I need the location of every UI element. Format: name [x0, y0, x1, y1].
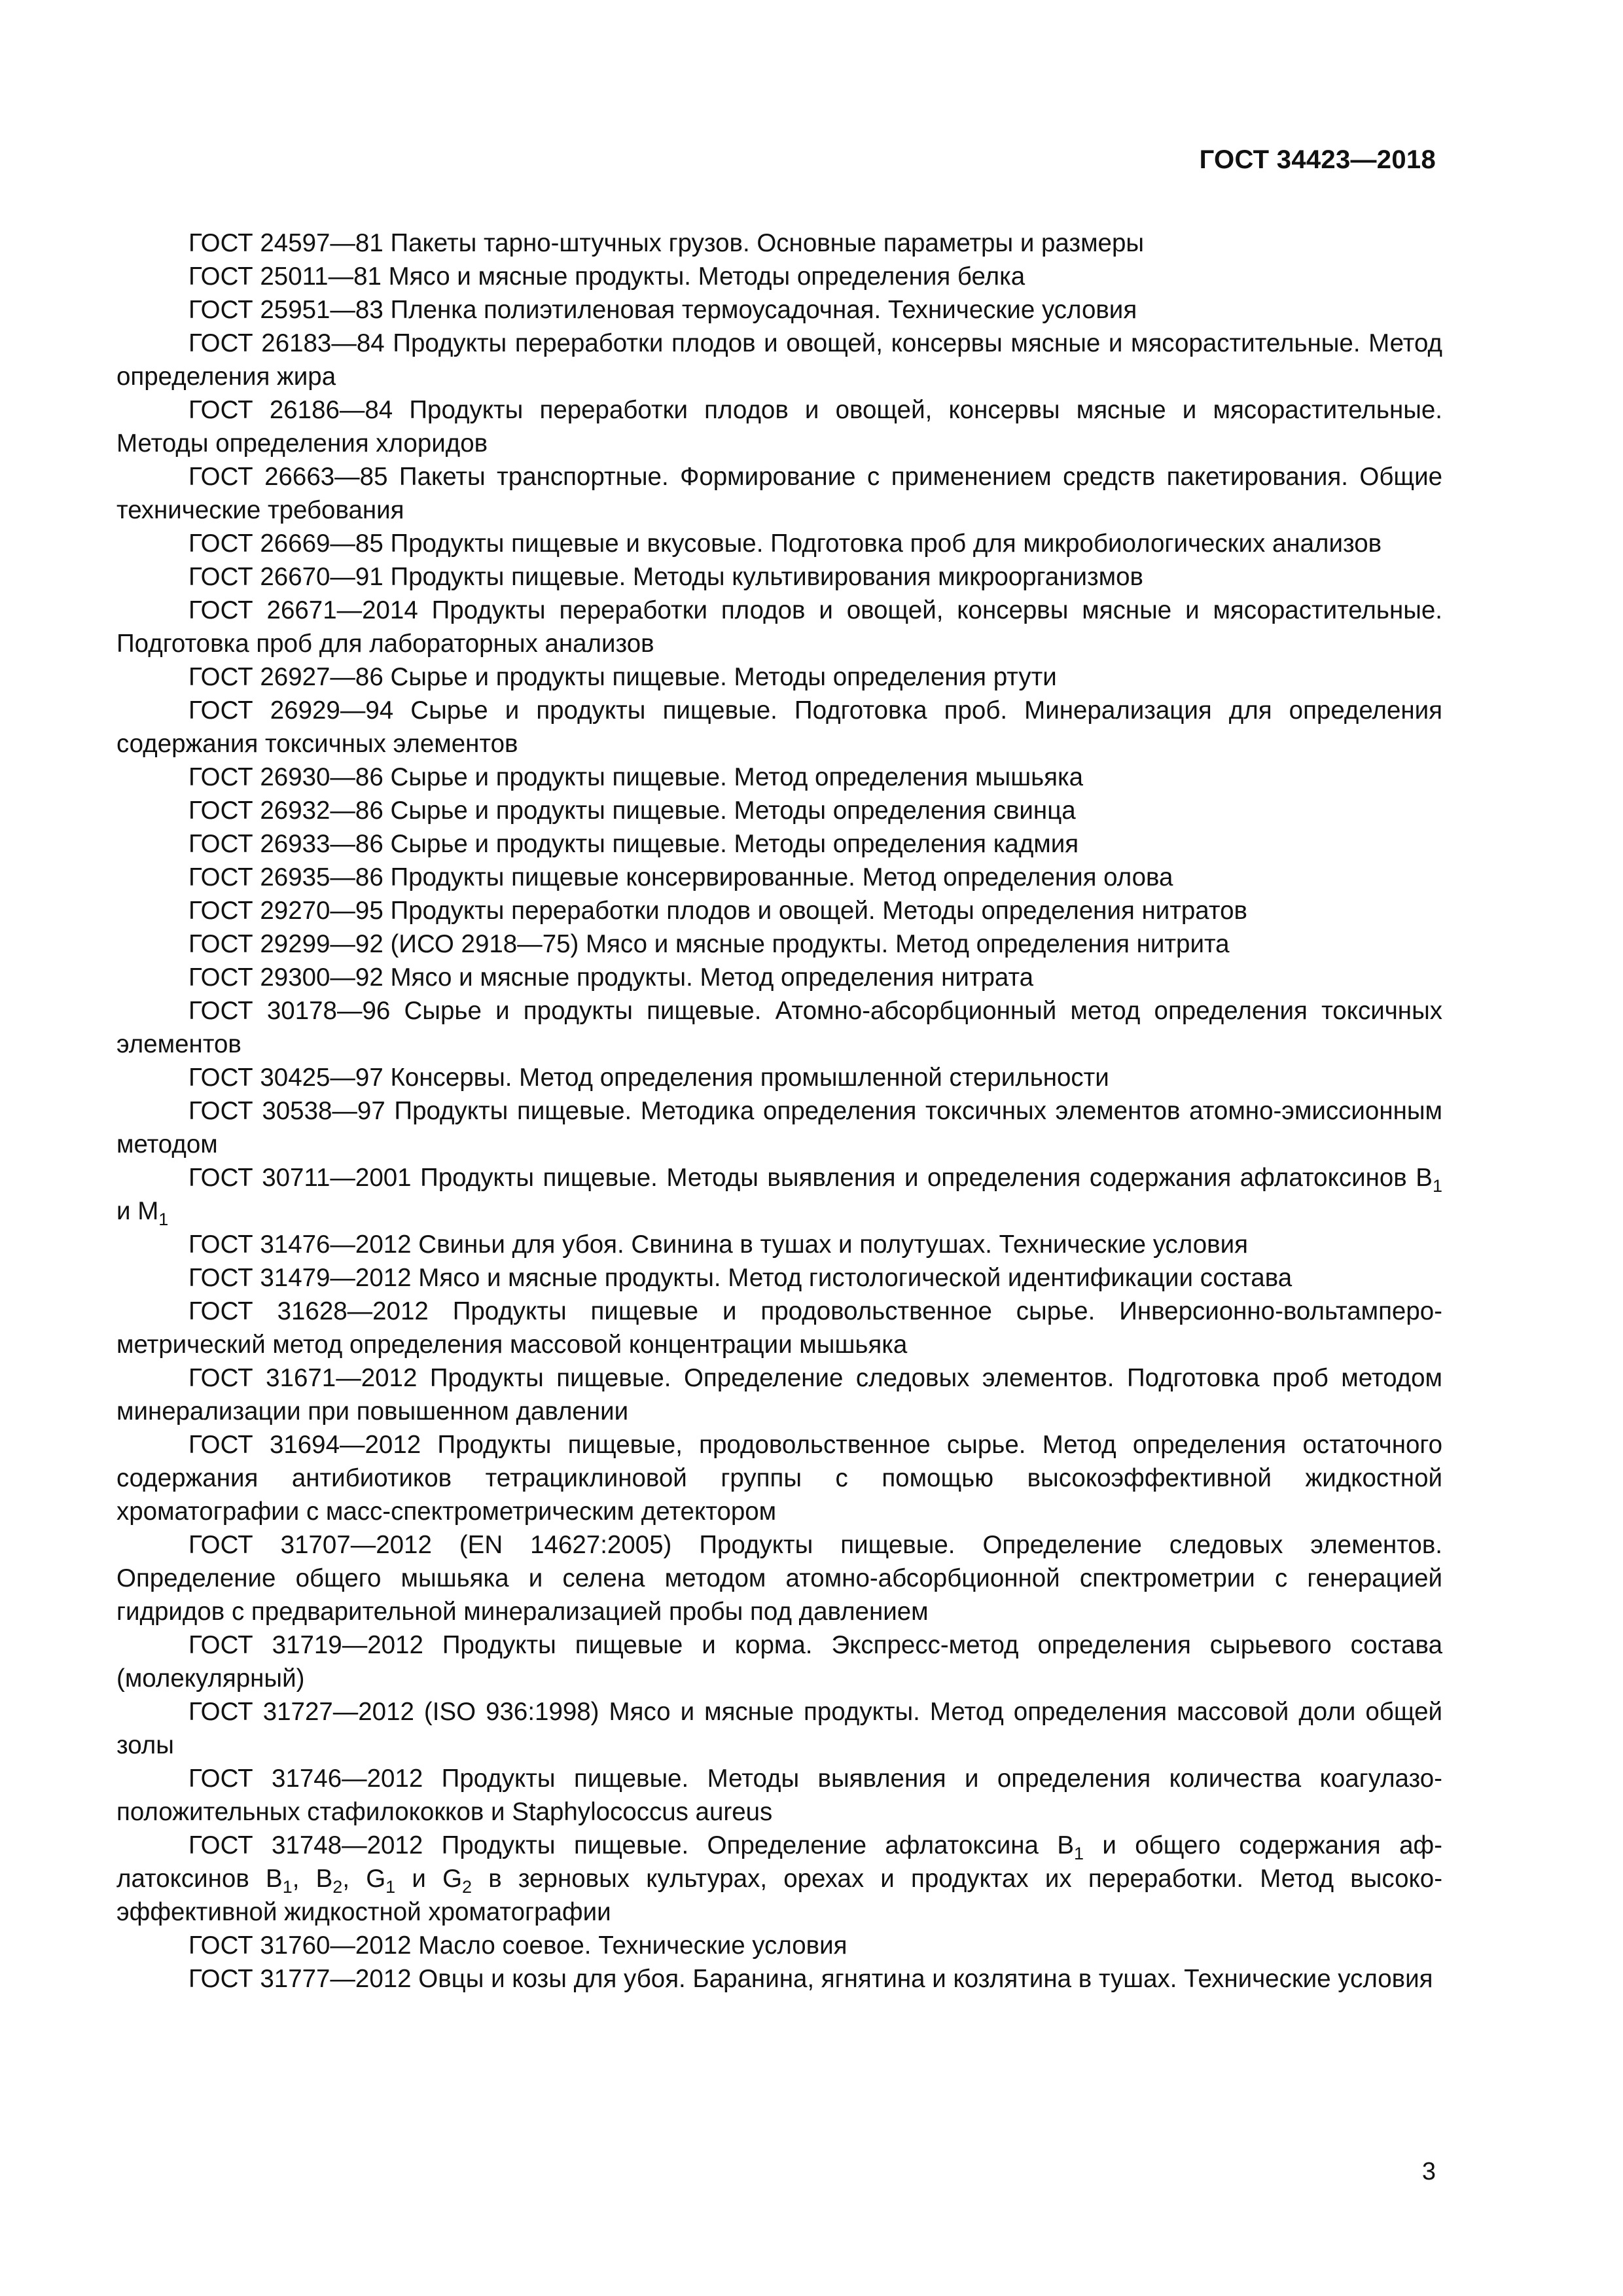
reference-item: [116, 927, 1442, 961]
subscript-index: 1: [158, 1210, 169, 1229]
reference-item: [116, 1628, 1442, 1695]
reference-text: ГОСТ 29300—92 Мясо и мясные продукты. Метод определения нитрата: [188, 963, 1034, 992]
subscript-index: 1: [282, 1877, 293, 1897]
reference-text: ГОСТ 24597—81 Пакеты тарно-штучных грузов. Основные параметры и размеры: [188, 229, 1145, 257]
reference-item: [116, 1295, 1442, 1361]
reference-item: [116, 1228, 1442, 1261]
page-number: 3: [1421, 2158, 1436, 2185]
subscript-index: 1: [1074, 1844, 1084, 1863]
subscript-index: 2: [332, 1877, 343, 1897]
reference-item: [116, 994, 1442, 1061]
reference-item: [116, 260, 1442, 293]
reference-text: ГОСТ 30711—2001 Продукты пищевые. Методы выявления и определения содержания афлатоксинов B: [188, 1164, 1433, 1192]
reference-item: [116, 1261, 1442, 1295]
reference-text: ГОСТ 31707—2012 (EN 14627:2005) Продукты пищевые. Определение следовых элементов. Определение общего мышьяка и селена методом атомно-абсорбционной спектрометрии с генерацией гидридов с предварительной минерализацией пробы под давлением: [116, 1531, 1442, 1626]
reference-text: и M: [116, 1197, 159, 1225]
reference-item: [116, 594, 1442, 660]
reference-text: , B: [292, 1865, 333, 1893]
reference-text: , G: [342, 1865, 386, 1893]
reference-text: ГОСТ 26935—86 Продукты пищевые консервированные. Метод определения олова: [188, 863, 1173, 891]
reference-text: ГОСТ 31671—2012 Продукты пищевые. Определение следовых элементов. Подготовка проб методом минерализации при повышенном давлении: [116, 1364, 1442, 1426]
reference-item: [116, 393, 1442, 460]
reference-text: ГОСТ 26927—86 Сырье и продукты пищевые. Методы определения ртути: [188, 663, 1057, 691]
reference-item: [116, 560, 1442, 594]
reference-text: ГОСТ 31748—2012 Продукты пищевые. Определение афлатоксина B: [188, 1831, 1074, 1859]
reference-text: ГОСТ 31476—2012 Свиньи для убоя. Свинина в тушах и полутушах. Технические условия: [188, 1230, 1248, 1259]
reference-text: ГОСТ 31760—2012 Масло соевое. Технические условия: [188, 1931, 847, 1960]
reference-text: ГОСТ 26933—86 Сырье и продукты пищевые. Методы определения кадмия: [188, 830, 1079, 858]
reference-item: [116, 527, 1442, 560]
document-header-standard-id: ГОСТ 34423—2018: [1199, 145, 1436, 174]
reference-text: ГОСТ 25011—81 Мясо и мясные продукты. Методы определения белка: [188, 262, 1026, 291]
reference-text: ГОСТ 26932—86 Сырье и продукты пищевые. Методы определения свинца: [188, 797, 1076, 825]
reference-text: ГОСТ 26183—84 Продукты переработки плодов и овощей, консервы мясные и мясорастительные. Метод определения жира: [116, 329, 1442, 391]
reference-item: [116, 961, 1442, 994]
reference-text: ГОСТ 26671—2014 Продукты переработки плодов и овощей, консервы мясные и мясорастительные. Подготовка проб для лабораторных анализов: [116, 596, 1442, 658]
reference-item: [116, 1762, 1442, 1829]
reference-text: ГОСТ 31628—2012 Продукты пищевые и продовольственное сырье. Инверсионно-вольтамперометрический метод определения массовой концентрации мышьяка: [116, 1297, 1442, 1359]
reference-text: ГОСТ 31694—2012 Продукты пищевые, продовольственное сырье. Метод определения остаточного содержания антибиотиков тетрациклиновой группы с помощью высокоэффективной жидкостной хроматографии с масс-спектрометрическим детектором: [116, 1431, 1442, 1526]
reference-text: ГОСТ 26929—94 Сырье и продукты пищевые. Подготовка проб. Минерализация для определения содержания токсичных элементов: [116, 696, 1442, 758]
reference-text: ГОСТ 31746—2012 Продукты пищевые. Методы выявления и определения количества коагулазоположительных стафилококков и Staphylococcus aureus: [116, 1765, 1442, 1826]
reference-text: ГОСТ 31719—2012 Продукты пищевые и корма. Экспресс-метод определения сырьевого состава (молекулярный): [116, 1631, 1442, 1693]
reference-text: и общего содержания афлатоксинов B: [116, 1831, 1442, 1893]
reference-item: [116, 694, 1442, 761]
reference-item: [116, 1829, 1442, 1929]
reference-item: [116, 1361, 1442, 1428]
reference-text: ГОСТ 26930—86 Сырье и продукты пищевые. Метод определения мышьяка: [188, 763, 1084, 791]
reference-text: ГОСТ 31727—2012 (ISO 936:1998) Мясо и мясные продукты. Метод определения массовой доли общей золы: [116, 1698, 1442, 1759]
reference-text: ГОСТ 26186—84 Продукты переработки плодов и овощей, консервы мясные и мясорастительные. Методы определения хлоридов: [116, 396, 1442, 457]
reference-item: [116, 1528, 1442, 1628]
reference-item: [116, 327, 1442, 393]
reference-text: в зерновых культурах, орехах и продуктах их переработки. Метод высокоэффективной жидкостной хроматографии: [116, 1865, 1443, 1926]
reference-item: [116, 1929, 1442, 1962]
reference-text: ГОСТ 29270—95 Продукты переработки плодов и овощей. Методы определения нитратов: [188, 897, 1247, 925]
reference-item: [116, 660, 1442, 694]
reference-item: [116, 1962, 1442, 1996]
reference-item: [116, 1161, 1442, 1228]
reference-text: ГОСТ 30178—96 Сырье и продукты пищевые. Атомно-абсорбционный метод определения токсичных элементов: [116, 997, 1442, 1058]
reference-item: [116, 1061, 1442, 1094]
reference-item: [116, 1428, 1442, 1528]
reference-item: [116, 226, 1442, 260]
reference-item: [116, 794, 1442, 827]
reference-item: [116, 761, 1442, 794]
subscript-index: 1: [1432, 1176, 1442, 1196]
reference-item: [116, 1094, 1442, 1161]
reference-item: [116, 894, 1442, 927]
reference-text: ГОСТ 26669—85 Продукты пищевые и вкусовые. Подготовка проб для микробиологических анализов: [188, 529, 1382, 558]
reference-text: ГОСТ 29299—92 (ИСО 2918—75) Мясо и мясные продукты. Метод определения нитрита: [188, 930, 1230, 958]
reference-text: ГОСТ 31479—2012 Мясо и мясные продукты. Метод гистологической идентификации состава: [188, 1264, 1293, 1292]
reference-text: ГОСТ 25951—83 Пленка полиэтиленовая термоусадочная. Технические условия: [188, 296, 1137, 324]
reference-text: ГОСТ 26663—85 Пакеты транспортные. Формирование с применением средств пакетирования. Общие технические требования: [116, 463, 1442, 524]
reference-text: ГОСТ 30538—97 Продукты пищевые. Методика определения токсичных элементов атомно-эмиссионным методом: [116, 1097, 1442, 1158]
subscript-index: 2: [462, 1877, 473, 1897]
reference-item: [116, 827, 1442, 861]
reference-item: [116, 861, 1442, 894]
reference-item: [116, 293, 1442, 327]
reference-item: [116, 1695, 1442, 1762]
subscript-index: 1: [385, 1877, 396, 1897]
normative-references-list: [116, 226, 1442, 1996]
reference-item: [116, 460, 1442, 527]
reference-text: ГОСТ 31777—2012 Овцы и козы для убоя. Баранина, ягнятина и козлятина в тушах. Технические условия: [188, 1965, 1433, 1993]
reference-text: и G: [395, 1865, 463, 1893]
reference-text: ГОСТ 30425—97 Консервы. Метод определения промышленной стерильности: [188, 1064, 1109, 1092]
reference-text: ГОСТ 26670—91 Продукты пищевые. Методы культивирования микроорганизмов: [188, 563, 1143, 591]
